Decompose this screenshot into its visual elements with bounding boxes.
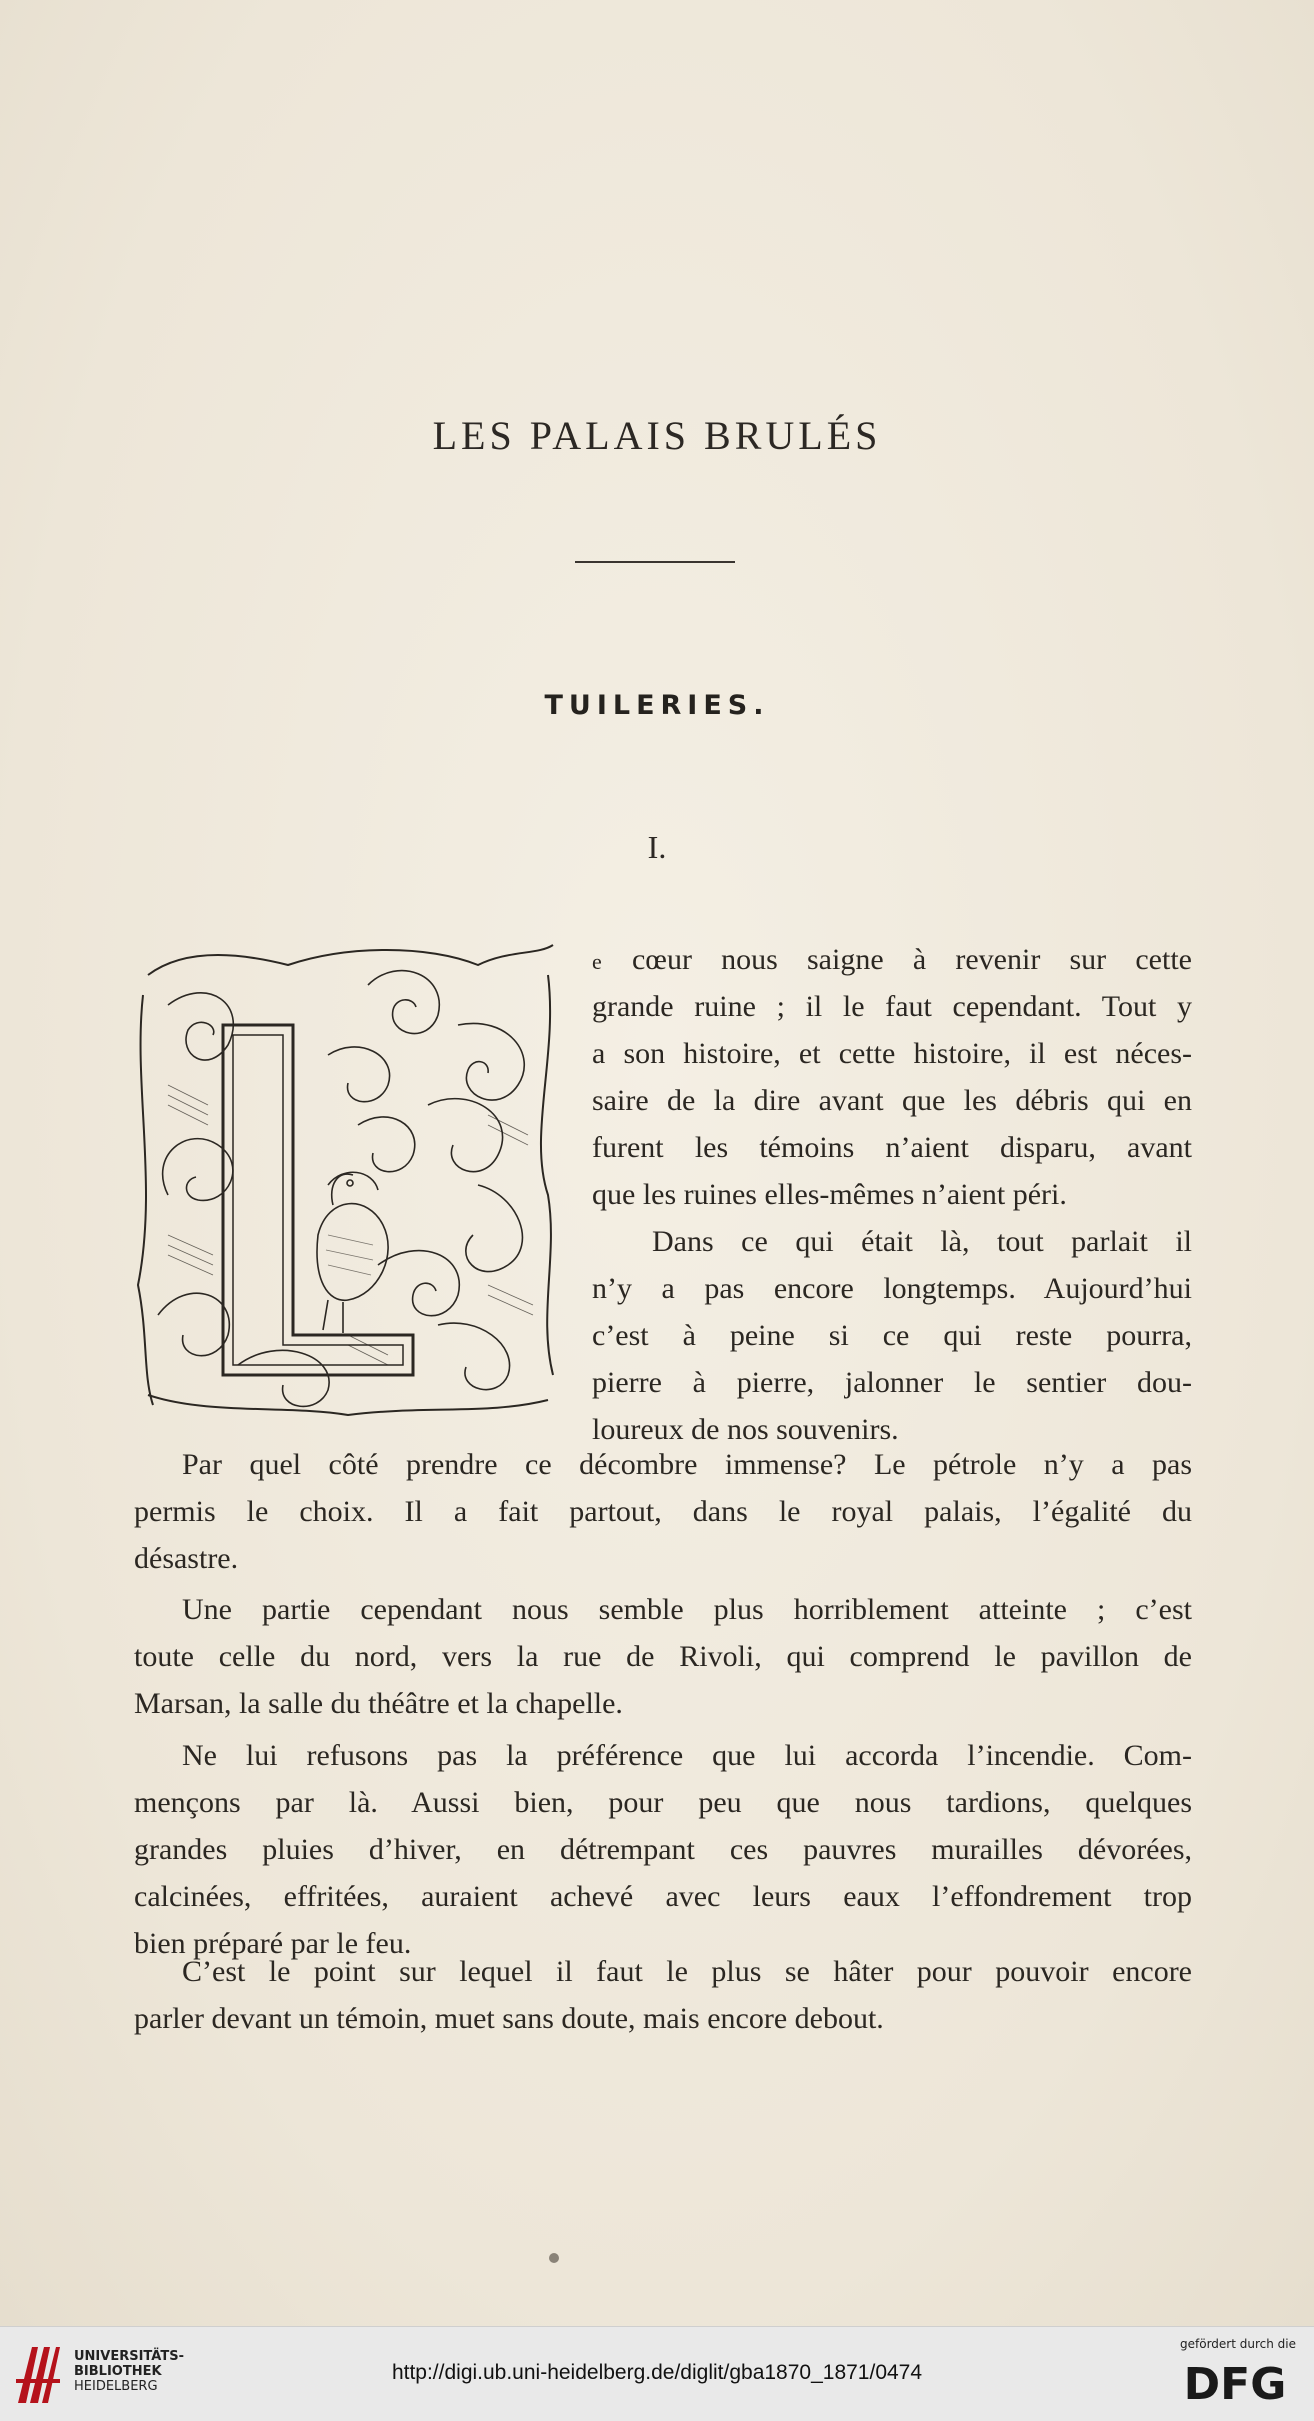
text-line: mençons par là. Aussi bien, pour peu que nous tardions, quelques bbox=[134, 1786, 1192, 1819]
permalink-url[interactable]: http://digi.ub.uni-heidelberg.de/diglit/gba1870_1871/0474 bbox=[391, 2361, 923, 2384]
text-line: toute celle du nord, vers la rue de Rivoli, qui comprend le pavillon de bbox=[134, 1640, 1192, 1673]
text-line: désastre. bbox=[134, 1542, 239, 1575]
svg-text:DFG: DFG bbox=[1183, 2359, 1287, 2407]
text-line: bien préparé par le feu. bbox=[134, 1927, 412, 1960]
dfg-logo-icon[interactable] bbox=[1172, 2357, 1298, 2407]
text-line: a son histoire, et cette histoire, il est néces- bbox=[592, 1037, 1192, 1070]
text-line: grande ruine ; il le faut cependant. Tout y bbox=[592, 990, 1192, 1023]
text-line: Ne lui refusons pas la préférence que lui accorda l’incendie. Com- bbox=[182, 1739, 1192, 1772]
text-line: parler devant un témoin, muet sans doute, mais encore debout. bbox=[134, 2002, 884, 2035]
text-line: C’est le point sur lequel il faut le plus se hâter pour pouvoir encore bbox=[182, 1955, 1192, 1988]
text-line: calcinées, effritées, auraient achevé avec leurs eaux l’effondrement trop bbox=[134, 1880, 1192, 1913]
text-line: pierre à pierre, jalonner le sentier dou- bbox=[592, 1366, 1192, 1399]
text-line: c’est à peine si ce qui reste pourra, bbox=[592, 1319, 1192, 1352]
text-line: grandes pluies d’hiver, en détrempant ces pauvres murailles dévorées, bbox=[134, 1833, 1192, 1866]
text-line: saire de la dire avant que les débris qui en bbox=[592, 1084, 1192, 1117]
page-ornament-dot bbox=[549, 2253, 559, 2263]
chapter-subtitle: TUILERIES. bbox=[544, 690, 770, 721]
text-line: que les ruines elles-mêmes n’aient péri. bbox=[592, 1178, 1067, 1211]
library-name[interactable]: UNIVERSITÄTS- BIBLIOTHEK HEIDELBERG bbox=[74, 2349, 184, 2394]
text-line: permis le choix. Il a fait partout, dans le royal palais, l’égalité du bbox=[134, 1495, 1192, 1528]
text-line: loureux de nos souvenirs. bbox=[592, 1413, 899, 1446]
ornamental-dropcap-l bbox=[128, 935, 568, 1435]
page-title: LES PALAIS BRULÉS bbox=[432, 413, 882, 458]
text-line: n’y a pas encore longtemps. Aujourd’hui bbox=[592, 1272, 1192, 1305]
text-line: e cœur nous saigne à revenir sur cette bbox=[592, 943, 1192, 976]
text-line: Par quel côté prendre ce décombre immense? Le pétrole n’y a pas bbox=[182, 1448, 1192, 1481]
text-line: Une partie cependant nous semble plus horriblement atteinte ; c’est bbox=[182, 1593, 1192, 1626]
viewer-footer bbox=[0, 2326, 1314, 2421]
title-rule-divider bbox=[575, 561, 735, 563]
funding-caption: gefördert durch die bbox=[1180, 2337, 1296, 2351]
text-line: Dans ce qui était là, tout parlait il bbox=[652, 1225, 1192, 1258]
section-number: I. bbox=[647, 829, 667, 865]
dropcap-continuation: e bbox=[592, 949, 603, 974]
text-line: furent les témoins n’aient disparu, avant bbox=[592, 1131, 1192, 1164]
text-line: Marsan, la salle du théâtre et la chapelle. bbox=[134, 1687, 623, 1720]
